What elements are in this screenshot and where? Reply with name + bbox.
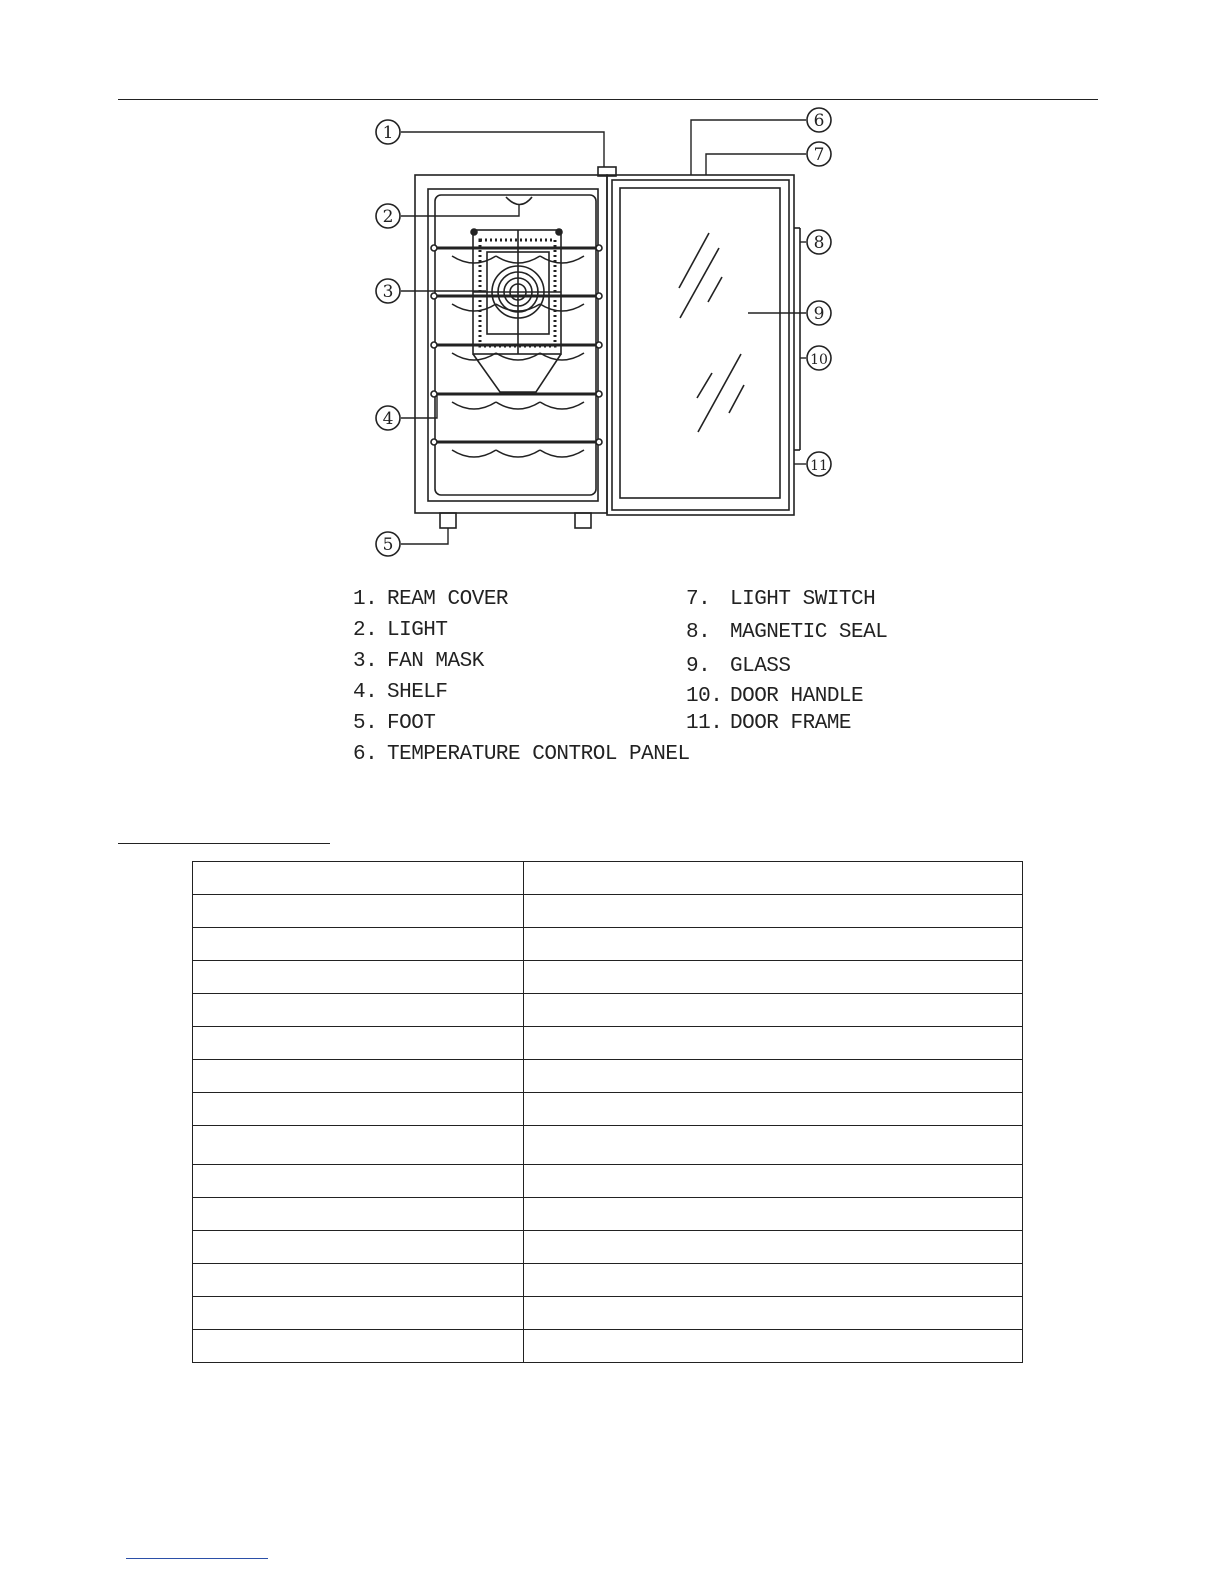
spec-label-cell: [193, 1297, 524, 1330]
table-row: [193, 862, 1023, 895]
table-row: [193, 1264, 1023, 1297]
table-row: [193, 1231, 1023, 1264]
spec-label-cell: [193, 994, 524, 1027]
shelf-end: [596, 391, 602, 397]
spec-label-cell: [193, 961, 524, 994]
bottle-cradle: [496, 402, 540, 409]
part-item: 11. DOOR FRAME: [686, 712, 852, 735]
callout-number: 10: [810, 352, 828, 368]
table-row: [193, 1126, 1023, 1165]
callout-number: 5: [382, 535, 394, 555]
light-shape: [506, 197, 532, 205]
spec-value-cell: [524, 1165, 1023, 1198]
bottle-cradle: [452, 304, 496, 311]
table-row: [193, 1027, 1023, 1060]
door: [607, 175, 794, 515]
spec-label-cell: [193, 928, 524, 961]
part-item: 10. DOOR HANDLE: [686, 685, 864, 708]
spec-value-cell: [524, 895, 1023, 928]
spec-label-cell: [193, 1231, 524, 1264]
shelf-end: [431, 391, 437, 397]
spec-value-cell: [524, 1093, 1023, 1126]
wine-cooler-diagram: [0, 0, 1224, 580]
section-heading-underline: [118, 843, 330, 844]
spec-value-cell: [524, 862, 1023, 895]
shelf-end: [596, 342, 602, 348]
table-row: [193, 1330, 1023, 1363]
callout-number: 8: [813, 233, 825, 253]
shelf-end: [431, 439, 437, 445]
callout-number: 2: [382, 207, 394, 227]
table-row: [193, 1297, 1023, 1330]
leader-lines: [401, 120, 806, 544]
part-item: 4. SHELF: [353, 681, 448, 704]
bottle-cradle: [540, 256, 584, 263]
part-item: 6. TEMPERATURE CONTROL PANEL: [353, 743, 690, 766]
footer-link-underline: [126, 1558, 268, 1559]
spec-label-cell: [193, 1198, 524, 1231]
spec-value-cell: [524, 928, 1023, 961]
callout-number: 3: [382, 282, 394, 302]
spec-label-cell: [193, 1093, 524, 1126]
shelf-end: [431, 342, 437, 348]
spec-label-cell: [193, 1330, 524, 1363]
table-row: [193, 1093, 1023, 1126]
shelf-end: [596, 439, 602, 445]
spec-value-cell: [524, 1198, 1023, 1231]
table-row: [193, 895, 1023, 928]
spec-value-cell: [524, 1264, 1023, 1297]
table-row: [193, 928, 1023, 961]
bottle-cradle: [452, 402, 496, 409]
part-item: 7. LIGHT SWITCH: [686, 588, 876, 611]
part-item: 8. MAGNETIC SEAL: [686, 621, 888, 644]
spec-label-cell: [193, 1165, 524, 1198]
door-handle-shape: [794, 228, 800, 450]
bottle-cradle: [540, 450, 584, 457]
spec-value-cell: [524, 1231, 1023, 1264]
table-row: [193, 1060, 1023, 1093]
part-item: 9. GLASS: [686, 655, 791, 678]
shelf-end: [431, 245, 437, 251]
part-item: 5. FOOT: [353, 712, 436, 735]
spec-label-cell: [193, 895, 524, 928]
shelf-end: [596, 293, 602, 299]
part-item: 3. FAN MASK: [353, 650, 484, 673]
spec-value-cell: [524, 1330, 1023, 1363]
bottle-cradle: [540, 304, 584, 311]
spec-value-cell: [524, 1027, 1023, 1060]
spec-label-cell: [193, 1060, 524, 1093]
callout-number: 11: [810, 458, 828, 474]
shelves: [431, 245, 602, 457]
spec-label-cell: [193, 862, 524, 895]
table-row: [193, 961, 1023, 994]
bottle-cradle: [452, 450, 496, 457]
spec-label-cell: [193, 1264, 524, 1297]
spec-label-cell: [193, 1126, 524, 1165]
callout-number: 1: [382, 123, 394, 143]
callout-number: 9: [813, 304, 825, 324]
spec-value-cell: [524, 961, 1023, 994]
spec-value-cell: [524, 1126, 1023, 1165]
callout-number: 6: [813, 111, 825, 131]
bottle-cradle: [540, 402, 584, 409]
shelf-end: [431, 293, 437, 299]
callout-number: 7: [813, 145, 825, 165]
bottle-cradle: [452, 256, 496, 263]
table-row: [193, 1198, 1023, 1231]
spec-table: [192, 861, 1023, 1363]
spec-value-cell: [524, 1297, 1023, 1330]
spec-value-cell: [524, 994, 1023, 1027]
callout-number: 4: [382, 409, 394, 429]
spec-value-cell: [524, 1060, 1023, 1093]
part-item: 2. LIGHT: [353, 619, 448, 642]
cabinet-feet: [440, 513, 591, 528]
spec-label-cell: [193, 1027, 524, 1060]
part-item: 1. REAM COVER: [353, 588, 509, 611]
bottle-cradle: [496, 450, 540, 457]
shelf-end: [596, 245, 602, 251]
table-row: [193, 994, 1023, 1027]
table-row: [193, 1165, 1023, 1198]
